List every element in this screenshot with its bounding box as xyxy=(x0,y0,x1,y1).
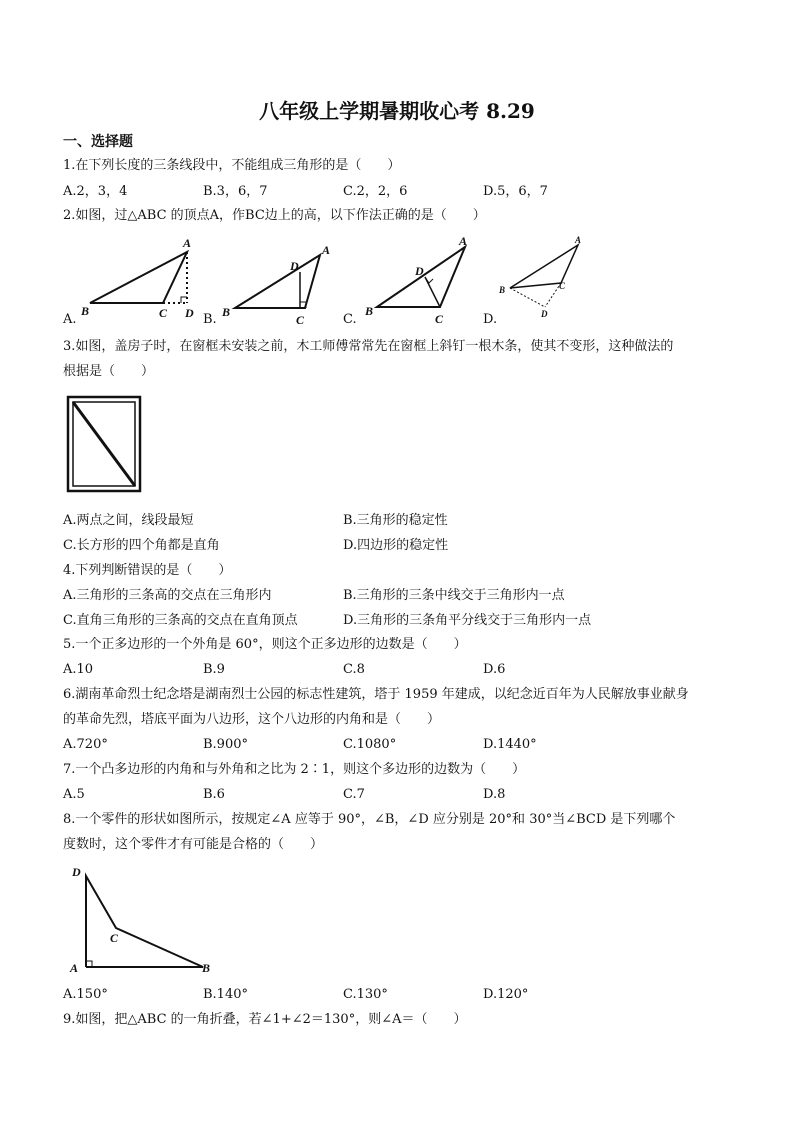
question-7-stem: 7.一个凸多边形的内角和与外角和之比为 2∶1，则这个多边形的边数为（ ） xyxy=(63,762,526,777)
svg-text:D: D xyxy=(72,865,81,879)
q8-part-figure xyxy=(68,862,218,977)
q8-option-a: A.150° xyxy=(63,987,108,1002)
svg-text:A: A xyxy=(575,235,582,245)
svg-text:C: C xyxy=(435,312,444,326)
q5-option-c: C.8 xyxy=(343,662,365,677)
q5-option-b: B.9 xyxy=(203,662,225,677)
q7-option-a: A.5 xyxy=(63,787,85,802)
question-1-stem: 1.在下列长度的三条线段中，不能组成三角形的是（ ） xyxy=(63,158,401,173)
svg-text:B: B xyxy=(202,961,211,975)
q1-option-a: A.2，3，4 xyxy=(63,184,128,199)
svg-text:A: A xyxy=(459,234,468,248)
svg-text:A: A xyxy=(322,243,331,257)
question-8-stem-line1: 8.一个零件的形状如图所示，按规定∠A 应等于 90°，∠B，∠D 应分别是 20°和 30°当∠BCD 是下列哪个 xyxy=(63,812,676,827)
page-title: 八年级上学期暑期收心考 8.29 xyxy=(259,99,535,123)
q7-option-b: B.6 xyxy=(203,787,225,802)
svg-text:D: D xyxy=(415,264,424,278)
svg-text:C: C xyxy=(559,281,566,291)
q2-figure-a xyxy=(75,235,205,320)
q1-option-c: C.2，2，6 xyxy=(343,184,408,199)
question-6-stem-line1: 6.湖南革命烈士纪念塔是湖南烈士公园的标志性建筑，塔于 1959 年建成，以纪念近百年为人民解放事业献身 xyxy=(63,687,689,702)
svg-text:B: B xyxy=(499,285,506,295)
q4-option-d: D.三角形的三条角平分线交于三角形内一点 xyxy=(343,613,592,628)
q8-option-c: C.130° xyxy=(343,987,388,1002)
question-8-stem-line2: 度数时，这个零件才有可能是合格的（ ） xyxy=(63,837,324,852)
q1-option-b: B.3，6，7 xyxy=(203,184,268,199)
q3-window-frame-figure xyxy=(66,395,144,495)
svg-text:C: C xyxy=(110,931,119,945)
q7-option-c: C.7 xyxy=(343,787,365,802)
question-9-stem: 9.如图，把△ABC 的一角折叠，若∠1+∠2＝130°，则∠A＝（ ） xyxy=(63,1012,467,1027)
question-6-stem-line2: 的革命先烈，塔底平面为八边形，这个八边形的内角和是（ ） xyxy=(63,712,441,727)
q2-option-d: D. xyxy=(483,312,498,327)
q7-option-d: D.8 xyxy=(483,787,506,802)
q2-option-a: A. xyxy=(63,312,77,327)
q2-figure-b xyxy=(220,240,350,325)
q5-option-a: A.10 xyxy=(63,662,94,677)
q2-figure-c xyxy=(355,234,485,326)
q3-option-c: C.长方形的四个角都是直角 xyxy=(63,538,220,553)
svg-text:D: D xyxy=(541,309,548,319)
q3-option-a: A.两点之间，线段最短 xyxy=(63,513,194,528)
svg-text:A: A xyxy=(70,961,79,975)
q8-option-d: D.120° xyxy=(483,987,529,1002)
q5-option-d: D.6 xyxy=(483,662,506,677)
q6-option-c: C.1080° xyxy=(343,737,397,752)
svg-text:A: A xyxy=(183,236,192,250)
question-5-stem: 5.一个正多边形的一个外角是 60°，则这个正多边形的边数是（ ） xyxy=(63,637,467,652)
q4-option-b: B.三角形的三条中线交于三角形内一点 xyxy=(343,588,565,603)
section-heading: 一、选择题 xyxy=(63,134,133,150)
svg-text:C: C xyxy=(296,313,305,327)
q6-option-b: B.900° xyxy=(203,737,248,752)
q1-option-d: D.5，6，7 xyxy=(483,184,548,199)
q3-option-b: B.三角形的稳定性 xyxy=(343,513,448,528)
q2-figure-d xyxy=(495,235,595,320)
svg-text:C: C xyxy=(159,306,168,320)
q2-option-b: B. xyxy=(203,312,217,327)
question-4-stem: 4.下列判断错误的是（ ） xyxy=(63,563,232,578)
q8-option-b: B.140° xyxy=(203,987,248,1002)
svg-text:B: B xyxy=(365,304,374,318)
q6-option-d: D.1440° xyxy=(483,737,537,752)
svg-text:B: B xyxy=(81,304,90,318)
q4-option-c: C.直角三角形的三条高的交点在直角顶点 xyxy=(63,613,298,628)
question-3-stem-line2: 根据是（ ） xyxy=(63,364,155,379)
svg-text:D: D xyxy=(290,259,299,273)
svg-text:B: B xyxy=(222,305,231,319)
q6-option-a: A.720° xyxy=(63,737,108,752)
q3-option-d: D.四边形的稳定性 xyxy=(343,538,449,553)
q2-option-c: C. xyxy=(343,312,357,327)
svg-text:D: D xyxy=(185,306,194,320)
question-2-stem: 2.如图，过△ABC 的顶点A，作BC边上的高，以下作法正确的是（ ） xyxy=(63,208,486,223)
q4-option-a: A.三角形的三条高的交点在三角形内 xyxy=(63,588,272,603)
question-3-stem-line1: 3.如图，盖房子时，在窗框未安装之前，木工师傅常常先在窗框上斜钉一根木条，使其不变形，这种做法的 xyxy=(63,339,674,354)
